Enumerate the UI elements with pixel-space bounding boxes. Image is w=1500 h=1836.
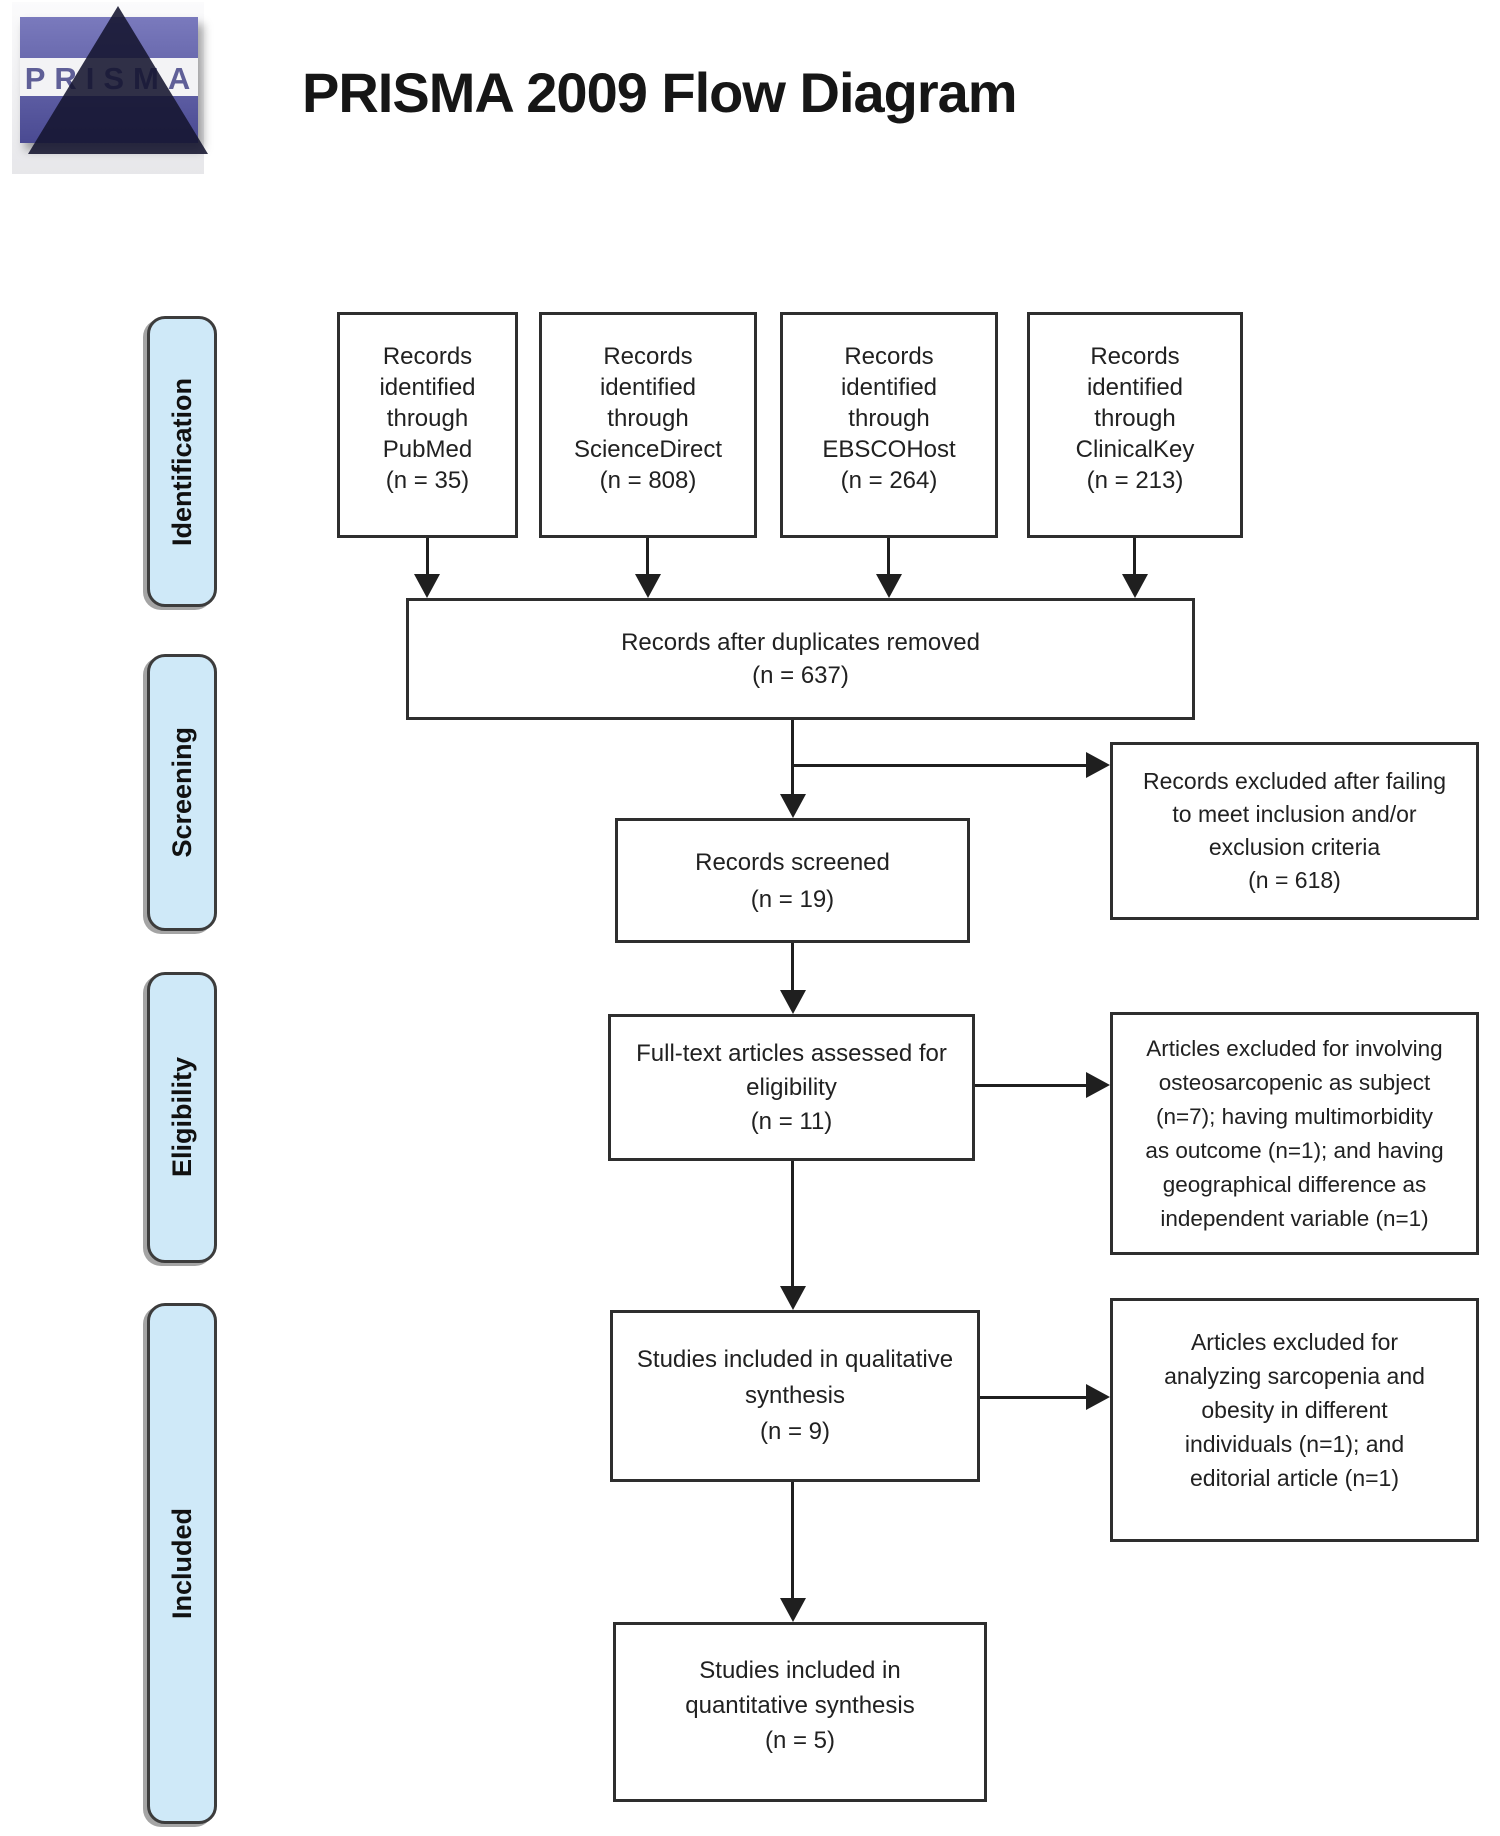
text-line: (n = 264) <box>840 467 938 494</box>
arrow-fulltext-to-qualitative-line <box>791 1161 794 1286</box>
box-text <box>542 341 754 496</box>
stage-label-screening <box>147 654 217 931</box>
box-records-sciencedirect <box>539 312 757 538</box>
arrow-sciencedirect-to-duplicates-head <box>635 574 661 598</box>
arrow-clinicalkey-to-duplicates-line <box>1133 538 1136 576</box>
text-line: identified <box>1086 374 1184 401</box>
prisma-logo <box>12 2 204 174</box>
box-text <box>611 1037 972 1139</box>
text-line: synthesis <box>744 1382 846 1409</box>
arrow-fulltext-to-excluded-line <box>975 1084 1086 1087</box>
text-line: quantitative synthesis <box>685 1692 915 1719</box>
page-title: PRISMA 2009 Flow Diagram <box>302 61 1017 124</box>
arrow-fulltext-to-excluded-head <box>1086 1072 1110 1098</box>
box-text <box>340 341 515 496</box>
text-line: Full-text articles assessed for <box>636 1039 947 1067</box>
stage-label-text: Screening <box>166 727 197 858</box>
text-line: Records <box>603 343 693 370</box>
text-line: (n = 5) <box>764 1727 836 1754</box>
text-line: Articles excluded for involving <box>1146 1035 1443 1061</box>
logo-wordmark: PRISMA <box>24 61 200 96</box>
text-line: through <box>1094 405 1176 432</box>
text-line: eligibility <box>746 1073 837 1101</box>
text-line: identified <box>379 374 476 401</box>
arrow-screened-to-fulltext-line <box>791 943 794 990</box>
arrow-pubmed-to-duplicates-line <box>426 538 429 576</box>
text-line: (n = 19) <box>750 885 835 913</box>
text-line: Records <box>1090 343 1180 370</box>
box-records-excluded <box>1110 742 1479 920</box>
text-line: (n = 11) <box>750 1107 833 1135</box>
text-line: identified <box>840 374 938 401</box>
text-line: through <box>848 405 930 432</box>
arrow-duplicates-to-screened-head <box>780 794 806 818</box>
arrow-screening-to-excluded-line <box>793 764 1086 767</box>
text-line: analyzing sarcopenia and <box>1164 1363 1425 1389</box>
text-line: identified <box>599 374 697 401</box>
box-records-clinicalkey <box>1027 312 1243 538</box>
arrow-qualitative-to-quantitative-line <box>791 1482 794 1598</box>
text-line: Records screened <box>695 848 890 876</box>
text-line: Records excluded after failing <box>1143 768 1446 794</box>
text-line: (n = 808) <box>599 467 697 494</box>
text-line: (n = 637) <box>752 662 849 689</box>
stage-label-identification <box>147 316 217 607</box>
stage-label-text: Included <box>166 1507 197 1619</box>
text-line: Records after duplicates removed <box>621 629 980 656</box>
stage-label-eligibility <box>147 972 217 1263</box>
text-line: (n = 9) <box>759 1418 831 1445</box>
text-line: Records <box>382 343 473 370</box>
text-line: to meet inclusion and/or <box>1172 801 1417 827</box>
box-text <box>409 626 1192 692</box>
text-line: ScienceDirect <box>573 436 723 463</box>
text-line: (n = 35) <box>385 467 470 494</box>
text-line: Articles excluded for <box>1190 1329 1399 1355</box>
arrow-fulltext-to-qualitative-head <box>780 1286 806 1310</box>
arrow-qualitative-to-quantitative-head <box>780 1598 806 1622</box>
text-line: exclusion criteria <box>1208 834 1381 860</box>
arrow-screened-to-fulltext-head <box>780 990 806 1014</box>
stage-label-text: Identification <box>166 377 197 546</box>
text-line: (n = 213) <box>1086 467 1184 494</box>
text-line: individuals (n=1); and <box>1184 1431 1405 1457</box>
arrow-ebscohost-to-duplicates-head <box>876 574 902 598</box>
text-line: ClinicalKey <box>1075 436 1195 463</box>
box-records-ebscohost <box>780 312 998 538</box>
text-line: (n = 618) <box>1248 867 1341 893</box>
text-line: as outcome (n=1); and having <box>1145 1137 1444 1163</box>
box-text <box>618 844 967 918</box>
box-fulltext-assessed <box>608 1014 975 1161</box>
arrow-pubmed-to-duplicates-head <box>414 574 440 598</box>
text-line: Studies included in <box>699 1657 901 1684</box>
logo-triangle-icon <box>28 6 208 154</box>
arrow-qualitative-to-excluded-head <box>1086 1384 1110 1410</box>
box-text <box>616 1653 984 1758</box>
text-line: (n=7); having multimorbidity <box>1156 1103 1433 1129</box>
text-line: obesity in different <box>1201 1397 1388 1423</box>
arrow-qualitative-to-excluded-line <box>980 1396 1086 1399</box>
text-line: Studies included in qualitative <box>636 1346 954 1373</box>
box-records-screened <box>615 818 970 943</box>
arrow-clinicalkey-to-duplicates-head <box>1122 574 1148 598</box>
box-records-pubmed <box>337 312 518 538</box>
text-line: through <box>607 405 689 432</box>
arrow-screening-to-excluded-head <box>1086 752 1110 778</box>
box-articles-excluded-qualitative <box>1110 1298 1479 1542</box>
text-line: PubMed <box>382 436 473 463</box>
box-text <box>613 1342 977 1450</box>
stage-label-text: Eligibility <box>166 1057 197 1178</box>
text-line: osteosarcopenic as subject <box>1158 1069 1431 1095</box>
box-duplicates-removed <box>406 598 1195 720</box>
text-line: through <box>386 405 469 432</box>
text-line: editorial article (n=1) <box>1189 1465 1399 1491</box>
text-line: geographical difference as <box>1162 1171 1427 1197</box>
box-text <box>1113 1325 1476 1495</box>
box-text <box>1113 765 1476 897</box>
arrow-sciencedirect-to-duplicates-line <box>646 538 649 576</box>
box-qualitative-synthesis <box>610 1310 980 1482</box>
box-text <box>1030 341 1240 496</box>
box-articles-excluded-fulltext <box>1110 1012 1479 1255</box>
box-text <box>783 341 995 496</box>
text-line: EBSCOHost <box>822 436 956 463</box>
text-line: independent variable (n=1) <box>1160 1205 1429 1231</box>
arrow-ebscohost-to-duplicates-line <box>887 538 890 576</box>
box-text <box>1113 1032 1476 1236</box>
text-line: Records <box>844 343 934 370</box>
arrow-duplicates-to-screened-line <box>791 720 794 794</box>
box-quantitative-synthesis <box>613 1622 987 1802</box>
stage-label-included <box>147 1303 217 1824</box>
